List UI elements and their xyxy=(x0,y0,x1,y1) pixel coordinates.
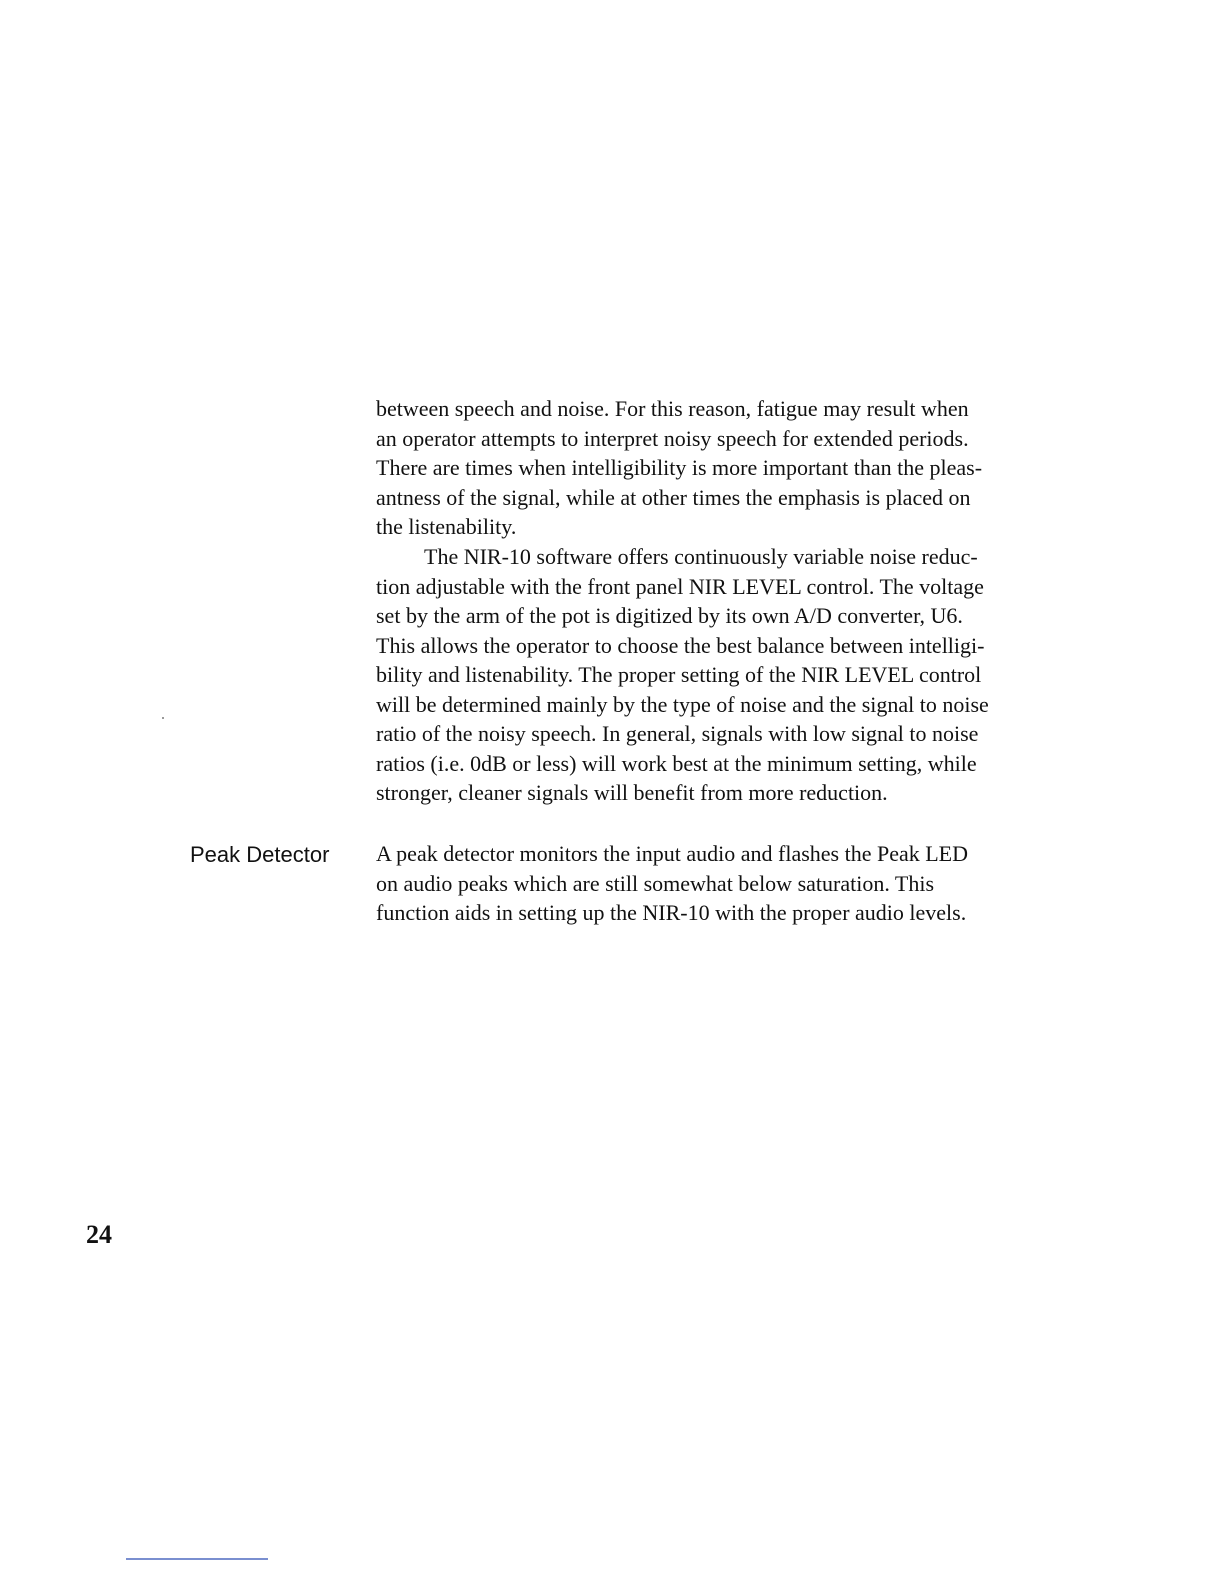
paragraph-line: between speech and noise. For this reason, fatigue may result when xyxy=(376,396,969,421)
paragraph-line: will be determined mainly by the type of noise and the signal to noise xyxy=(376,691,989,717)
paragraph-line: tion adjustable with the front panel NIR LEVEL control. The voltage xyxy=(376,573,984,599)
paragraph-line: ratios (i.e. 0dB or less) will work best at the minimum setting, while xyxy=(376,750,977,776)
paragraph-line: There are times when intelligibility is more important than the pleas- xyxy=(376,455,983,480)
paragraph-line: antness of the signal, while at other times the emphasis is placed on xyxy=(376,484,971,510)
paragraph-line: set by the arm of the pot is digitized by its own A/D converter, U6. xyxy=(376,603,963,628)
footer-rule xyxy=(126,1558,268,1560)
paragraph-line: A peak detector monitors the input audio and flashes the Peak LED xyxy=(376,841,969,866)
section-heading-peak-detector: Peak Detector xyxy=(190,842,330,867)
paragraph-line: The NIR-10 software offers continuously variable noise reduc- xyxy=(424,544,978,569)
paragraph-line: stronger, cleaner signals will benefit from more reduction. xyxy=(376,780,888,805)
page-number: 24 xyxy=(86,1220,112,1249)
paragraph-line: bility and listenability. The proper setting of the NIR LEVEL control xyxy=(376,662,982,687)
paragraph-line: on audio peaks which are still somewhat below saturation. This xyxy=(376,870,935,896)
paragraph-nir-level xyxy=(376,542,989,808)
paragraph-line: function aids in setting up the NIR-10 with the proper audio levels. xyxy=(376,900,967,925)
paragraph-peak-detector xyxy=(376,839,968,928)
paragraph-line: an operator attempts to interpret noisy speech for extended periods. xyxy=(376,425,969,451)
paragraph-continuation xyxy=(376,394,982,542)
stray-dot-mark xyxy=(162,717,164,719)
paragraph-line: ratio of the noisy speech. In general, signals with low signal to noise xyxy=(376,721,979,746)
paragraph-line: the listenability. xyxy=(376,514,517,539)
paragraph-line: This allows the operator to choose the best balance between intelligi- xyxy=(376,632,985,658)
